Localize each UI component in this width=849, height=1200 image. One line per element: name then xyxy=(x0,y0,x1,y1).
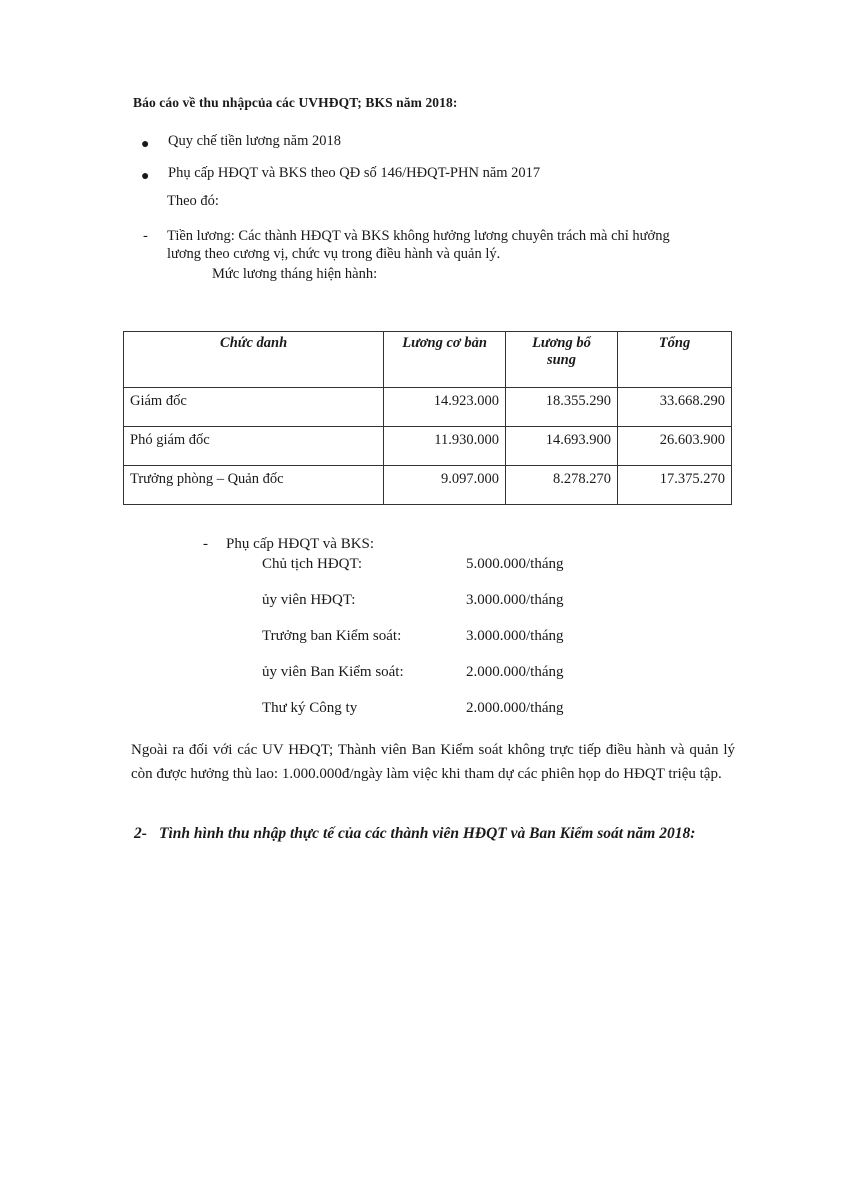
dash-marker: - xyxy=(143,228,148,244)
allowance-title: Phụ cấp HĐQT và BKS: xyxy=(226,536,375,552)
salary-intro xyxy=(143,227,743,263)
cell-position: Phó giám đốc xyxy=(124,427,384,466)
list-item xyxy=(262,700,592,736)
cell-total: 26.603.900 xyxy=(617,427,731,466)
cell-position: Giám đốc xyxy=(124,388,384,427)
remuneration-paragraph: Ngoài ra đối với các UV HĐQT; Thành viên Ban Kiểm soát không trực tiếp điều hành và quản lý còn được hưởng thù lao: 1.000.000đ/ngày làm việc khi tham dự các phiên họp do HĐQT triệu tập. xyxy=(131,742,735,782)
list-item xyxy=(262,664,592,700)
list-item xyxy=(262,556,592,592)
bullet-text: Phụ cấp HĐQT và BKS theo QĐ số 146/HĐQT-PHN năm 2017 xyxy=(168,165,541,181)
allowance-role: Trưởng ban Kiểm soát: xyxy=(262,628,402,644)
allowance-amount: 2.000.000/tháng xyxy=(466,664,564,680)
cell-total: 17.375.270 xyxy=(617,466,731,505)
allowance-amount: 3.000.000/tháng xyxy=(466,628,564,644)
cell-position: Trưởng phòng – Quản đốc xyxy=(124,466,384,505)
allowance-list xyxy=(262,556,592,736)
table-row xyxy=(124,427,732,466)
header-extra-salary-line1: Lương bổ xyxy=(532,335,591,351)
section-number: 2- xyxy=(134,825,147,842)
list-item xyxy=(262,592,592,628)
section-title: Tình hình thu nhập thực tế của các thành viên HĐQT và Ban Kiểm soát năm 2018: xyxy=(159,825,696,842)
table-header-row xyxy=(124,332,732,388)
allowance-role: Chủ tịch HĐQT: xyxy=(262,556,363,572)
salary-table xyxy=(123,331,732,505)
allowance-amount: 3.000.000/tháng xyxy=(466,592,564,608)
allowance-amount: 2.000.000/tháng xyxy=(466,700,564,716)
header-total: Tổng xyxy=(617,332,731,388)
allowance-role: ủy viên HĐQT: xyxy=(262,592,356,608)
bullet-icon: ● xyxy=(141,169,150,184)
header-extra-salary xyxy=(505,332,617,388)
dash-marker: - xyxy=(203,536,208,552)
salary-intro-line1: Tiền lương: Các thành HĐQT và BKS không hưởng lương chuyên trách mà chỉ hưởng xyxy=(167,228,670,244)
allowance-role: ủy viên Ban Kiểm soát: xyxy=(262,664,404,680)
header-base-salary xyxy=(384,332,506,388)
header-position: Chức danh xyxy=(124,332,384,388)
cell-base: 14.923.000 xyxy=(384,388,506,427)
allowance-role: Thư ký Công ty xyxy=(262,700,358,716)
header-base-salary-text: Lương cơ bản xyxy=(402,335,487,351)
theo-do-label: Theo đó: xyxy=(167,193,219,209)
cell-base: 9.097.000 xyxy=(384,466,506,505)
table-row xyxy=(124,466,732,505)
list-item xyxy=(141,133,540,165)
cell-extra: 18.355.290 xyxy=(505,388,617,427)
bullet-text: Quy chế tiền lương năm 2018 xyxy=(168,133,341,149)
section-2-heading xyxy=(134,824,744,844)
regulation-list xyxy=(141,133,540,197)
cell-extra: 14.693.900 xyxy=(505,427,617,466)
cell-total: 33.668.290 xyxy=(617,388,731,427)
header-extra-salary-line2: sung xyxy=(546,352,576,368)
allowance-amount: 5.000.000/tháng xyxy=(466,556,564,572)
salary-intro-line2: lương theo cương vị, chức vụ trong điều hành và quản lý. xyxy=(167,246,501,262)
monthly-salary-label: Mức lương tháng hiện hành: xyxy=(212,266,378,282)
table-row xyxy=(124,388,732,427)
allowance-heading xyxy=(203,536,374,553)
bullet-icon: ● xyxy=(141,137,150,152)
report-heading: Báo cáo về thu nhậpcủa các UVHĐQT; BKS năm 2018: xyxy=(133,95,458,110)
cell-extra: 8.278.270 xyxy=(505,466,617,505)
list-item xyxy=(262,628,592,664)
cell-base: 11.930.000 xyxy=(384,427,506,466)
